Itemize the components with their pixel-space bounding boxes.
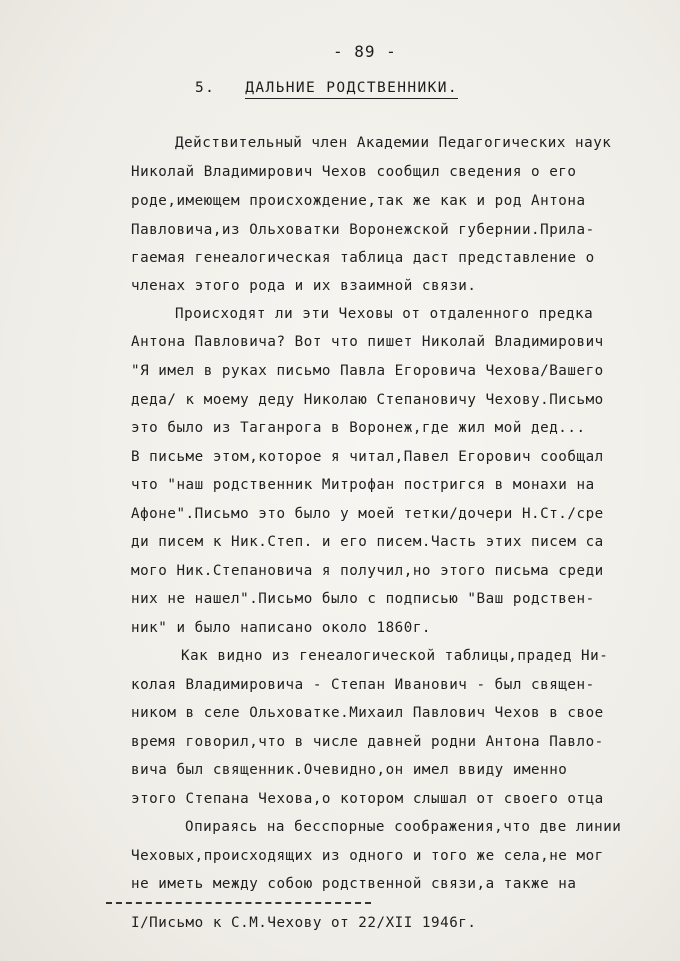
text-line: Действительный член Академии Педагогических наук	[175, 135, 612, 151]
text-line: ником в селе Ольховатке.Михаил Павлович Чехов в свое	[131, 705, 604, 721]
text-line: членах этого рода и их взаимной связи.	[131, 278, 477, 294]
text-line: это было из Таганрога в Воронеж,где жил мой дед...	[131, 420, 586, 436]
text-line: "Я имел в руках письмо Павла Егоровича Чехова/Вашего	[131, 363, 604, 379]
footnote-divider	[106, 902, 371, 904]
text-line: Афоне".Письмо это было у моей тетки/дочери Н.Ст./сре	[131, 506, 604, 522]
text-line: гаемая генеалогическая таблица даст представление о	[131, 250, 595, 266]
text-line: Как видно из генеалогической таблицы,прадед Ни-	[181, 648, 609, 664]
text-line: Чеховых,происходящих из одного и того же села,не мог	[131, 848, 604, 864]
page-number: - 89 -	[333, 42, 397, 61]
text-line: Происходят ли эти Чеховы от отдаленного предка	[175, 306, 594, 322]
text-line: Антона Павловича? Вот что пишет Николай Владимирович	[131, 334, 604, 350]
text-line: вича был священник.Очевидно,он имел ввиду именно	[131, 762, 568, 778]
text-line: Николай Владимирович Чехов сообщил сведения о его	[131, 164, 577, 180]
text-line: время говорил,что в числе давней родни Антона Павло-	[131, 734, 604, 750]
text-line: В письме этом,которое я читал,Павел Егорович сообщал	[131, 449, 604, 465]
text-line: мого Ник.Степановича я получил,но этого письма среди	[131, 563, 604, 579]
section-title: ДАЛЬНИЕ РОДСТВЕННИКИ.	[245, 80, 458, 99]
text-line: колая Владимировича - Степан Иванович - был священ-	[131, 677, 595, 693]
section-heading	[195, 80, 458, 96]
footnote: I/Письмо к С.М.Чехову от 22/XII 1946г.	[131, 915, 477, 931]
text-line: что "наш родственник Митрофан постригся в монахи на	[131, 477, 595, 493]
text-line: ди писем к Ник.Степ. и его писем.Часть этих писем са	[131, 534, 604, 550]
text-line: них не нашел".Письмо было с подписью "Ваш родствен-	[131, 591, 595, 607]
text-line: ник" и было написано около 1860г.	[131, 620, 432, 636]
text-line: не иметь между собою родственной связи,а также на	[131, 876, 577, 892]
text-line: Павловича,из Ольховатки Воронежской губернии.Прила-	[131, 222, 595, 238]
text-line: этого Степана Чехова,о котором слышал от своего отца	[131, 791, 604, 807]
text-line: Опираясь на бесспорные соображения,что две линии	[185, 819, 622, 835]
section-number: 5.	[195, 80, 216, 96]
text-line: деда/ к моему деду Николаю Степановичу Чехову.Письмо	[131, 392, 604, 408]
text-line: роде,имеющем происхождение,так же как и род Антона	[131, 193, 586, 209]
